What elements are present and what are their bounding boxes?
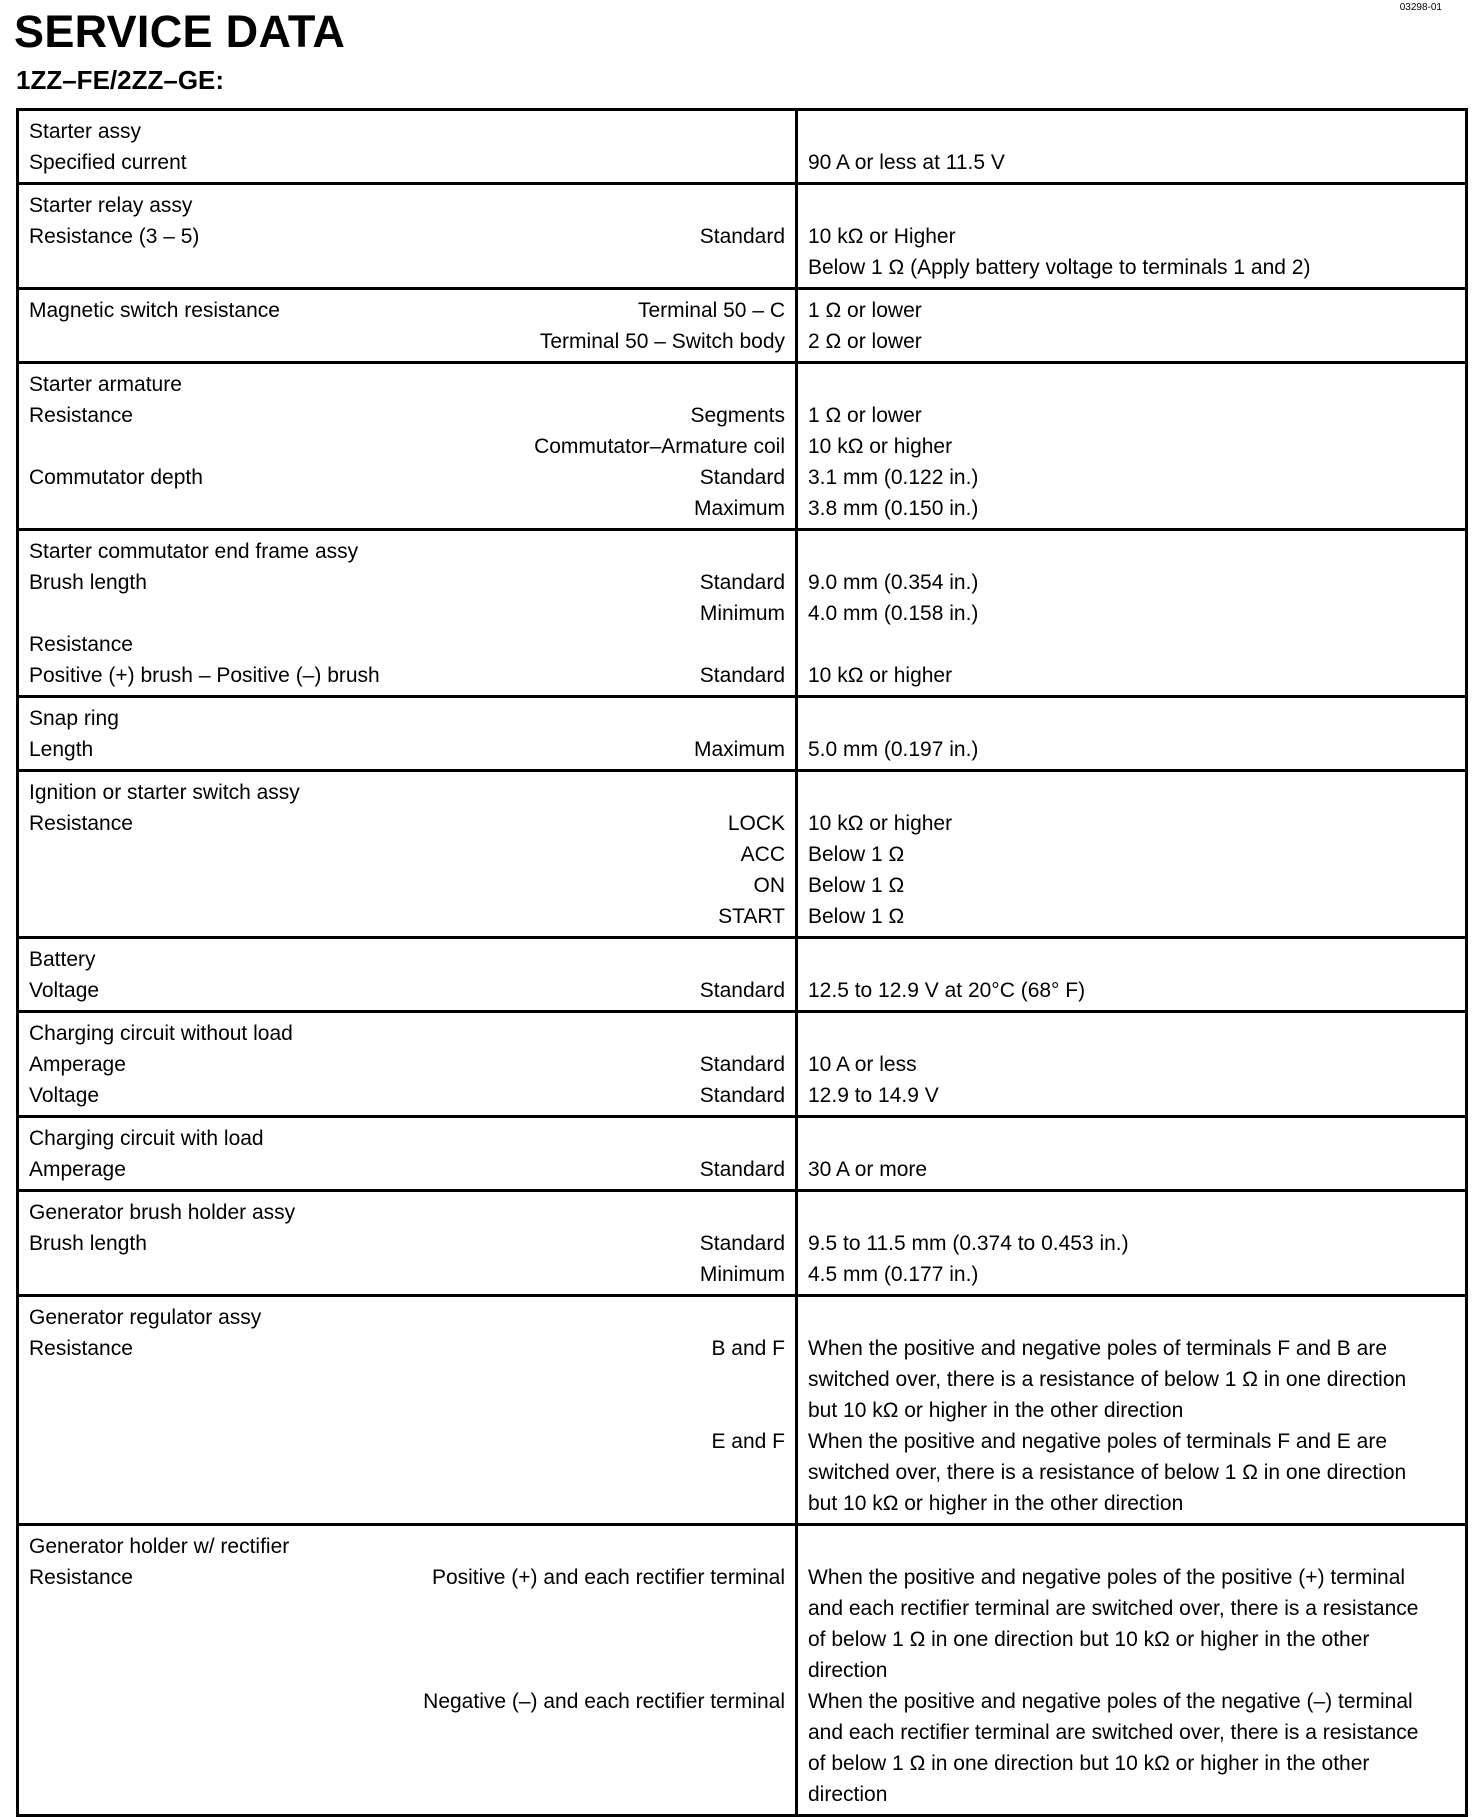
spec-item-line bbox=[29, 703, 785, 734]
spec-item-line bbox=[29, 1593, 785, 1624]
spec-value-cell bbox=[797, 771, 1467, 938]
spec-value-cell bbox=[797, 938, 1467, 1012]
spec-item-line bbox=[29, 1197, 785, 1228]
spec-item-line bbox=[29, 1779, 785, 1810]
spec-value: but 10 kΩ or higher in the other direction bbox=[808, 1492, 1184, 1515]
spec-item-label: Length bbox=[29, 738, 94, 761]
spec-section bbox=[18, 938, 1467, 1012]
spec-item-line bbox=[29, 295, 785, 326]
spec-section bbox=[18, 1296, 1467, 1525]
spec-item-line bbox=[29, 1562, 785, 1593]
spec-item-label: Amperage bbox=[29, 1158, 126, 1181]
spec-item-line bbox=[29, 431, 785, 462]
spec-value: direction bbox=[808, 1783, 888, 1806]
spec-item-label: Voltage bbox=[29, 1084, 100, 1107]
spec-value: 1 Ω or lower bbox=[808, 299, 922, 322]
spec-item-line bbox=[29, 147, 785, 178]
spec-value bbox=[808, 777, 1455, 808]
spec-item-label: Charging circuit without load bbox=[29, 1022, 293, 1045]
spec-condition: Minimum bbox=[699, 602, 785, 625]
spec-item-line bbox=[29, 1259, 785, 1290]
spec-condition: Negative (–) and each rectifier terminal bbox=[423, 1690, 785, 1713]
spec-value bbox=[808, 536, 1455, 567]
spec-condition: Maximum bbox=[693, 497, 785, 520]
spec-condition: Standard bbox=[699, 1232, 785, 1255]
engine-subtitle: 1ZZ–FE/2ZZ–GE: bbox=[16, 65, 225, 95]
spec-item-line bbox=[29, 221, 785, 252]
spec-value: 4.0 mm (0.158 in.) bbox=[808, 602, 979, 625]
spec-condition: ACC bbox=[740, 843, 785, 866]
spec-value: Below 1 Ω bbox=[808, 843, 905, 866]
spec-value: and each rectifier terminal are switched over, there is a resistance bbox=[808, 1721, 1419, 1744]
spec-section bbox=[18, 289, 1467, 363]
spec-item-cell bbox=[18, 530, 797, 697]
document-id: 03298-01 bbox=[1399, 2, 1442, 13]
spec-value bbox=[808, 1123, 1455, 1154]
spec-item-label: Resistance bbox=[29, 1337, 133, 1360]
spec-value: direction bbox=[808, 1659, 888, 1682]
service-data-body bbox=[18, 110, 1467, 1816]
spec-item-label: Brush length bbox=[29, 1232, 147, 1255]
spec-section bbox=[18, 184, 1467, 289]
spec-item-line bbox=[29, 629, 785, 660]
spec-item-line bbox=[29, 536, 785, 567]
spec-value: 10 A or less bbox=[808, 1053, 917, 1076]
spec-value: 10 kΩ or higher bbox=[808, 812, 953, 835]
spec-item-line bbox=[29, 1624, 785, 1655]
spec-condition: Segments bbox=[690, 404, 785, 427]
spec-value: 12.9 to 14.9 V bbox=[808, 1084, 939, 1107]
spec-value-cell bbox=[797, 184, 1467, 289]
spec-value: 12.5 to 12.9 V at 20°C (68° F) bbox=[808, 979, 1086, 1002]
spec-value: switched over, there is a resistance of below 1 Ω in one direction bbox=[808, 1461, 1407, 1484]
spec-item-label: Generator regulator assy bbox=[29, 1306, 262, 1329]
spec-value: Below 1 Ω (Apply battery voltage to terminals 1 and 2) bbox=[808, 256, 1311, 279]
spec-value: 30 A or more bbox=[808, 1158, 928, 1181]
spec-item-line bbox=[29, 1123, 785, 1154]
spec-value bbox=[808, 1197, 1455, 1228]
spec-item-line bbox=[29, 777, 785, 808]
spec-item-label: Positive (+) brush – Positive (–) brush bbox=[29, 664, 380, 687]
spec-value: When the positive and negative poles of terminals F and E are bbox=[808, 1430, 1387, 1453]
spec-condition: Standard bbox=[699, 979, 785, 1002]
spec-item-label: Resistance bbox=[29, 633, 133, 656]
spec-condition: E and F bbox=[711, 1430, 785, 1453]
page-title: SERVICE DATA bbox=[14, 6, 346, 57]
spec-item-line bbox=[29, 1686, 785, 1717]
spec-item-line bbox=[29, 1228, 785, 1259]
spec-value-cell bbox=[797, 697, 1467, 771]
spec-item-line bbox=[29, 369, 785, 400]
spec-value: switched over, there is a resistance of below 1 Ω in one direction bbox=[808, 1368, 1407, 1391]
spec-item-line bbox=[29, 462, 785, 493]
spec-item-cell bbox=[18, 1191, 797, 1296]
spec-item-line bbox=[29, 975, 785, 1006]
spec-item-cell bbox=[18, 363, 797, 530]
spec-section bbox=[18, 1525, 1467, 1816]
spec-item-line bbox=[29, 1426, 785, 1457]
spec-item-label: Generator holder w/ rectifier bbox=[29, 1535, 290, 1558]
spec-value-cell bbox=[797, 1525, 1467, 1816]
spec-condition: Standard bbox=[699, 225, 785, 248]
spec-item-label: Brush length bbox=[29, 571, 147, 594]
spec-item-cell bbox=[18, 1012, 797, 1117]
spec-item-cell bbox=[18, 1296, 797, 1525]
spec-item-cell bbox=[18, 184, 797, 289]
spec-item-line bbox=[29, 190, 785, 221]
spec-value: 3.8 mm (0.150 in.) bbox=[808, 497, 979, 520]
spec-item-cell bbox=[18, 771, 797, 938]
spec-value bbox=[808, 629, 1455, 660]
spec-item-label: Generator brush holder assy bbox=[29, 1201, 296, 1224]
spec-condition: B and F bbox=[711, 1337, 785, 1360]
spec-item-label: Ignition or starter switch assy bbox=[29, 781, 300, 804]
spec-item-line bbox=[29, 1049, 785, 1080]
spec-item-line bbox=[29, 1531, 785, 1562]
spec-value: and each rectifier terminal are switched over, there is a resistance bbox=[808, 1597, 1419, 1620]
spec-value: of below 1 Ω in one direction but 10 kΩ or higher in the other bbox=[808, 1628, 1370, 1651]
spec-item-label: Specified current bbox=[29, 151, 187, 174]
spec-value bbox=[808, 1531, 1455, 1562]
spec-item-label: Starter assy bbox=[29, 120, 142, 143]
spec-value: 10 kΩ or higher bbox=[808, 435, 953, 458]
spec-condition: Minimum bbox=[699, 1263, 785, 1286]
spec-item-line bbox=[29, 808, 785, 839]
spec-item-line bbox=[29, 567, 785, 598]
spec-item-label: Resistance (3 – 5) bbox=[29, 225, 200, 248]
spec-value: 1 Ω or lower bbox=[808, 404, 922, 427]
spec-value: When the positive and negative poles of the negative (–) terminal bbox=[808, 1690, 1413, 1713]
spec-item-line bbox=[29, 1154, 785, 1185]
spec-value bbox=[808, 369, 1455, 400]
spec-item-label: Commutator depth bbox=[29, 466, 203, 489]
spec-section bbox=[18, 530, 1467, 697]
spec-value bbox=[808, 703, 1455, 734]
spec-item-label: Amperage bbox=[29, 1053, 126, 1076]
spec-value: Below 1 Ω bbox=[808, 905, 905, 928]
spec-condition: ON bbox=[753, 874, 785, 897]
spec-item-line bbox=[29, 598, 785, 629]
spec-value: 2 Ω or lower bbox=[808, 330, 922, 353]
spec-item-line bbox=[29, 870, 785, 901]
spec-value-cell bbox=[797, 289, 1467, 363]
spec-item-cell bbox=[18, 110, 797, 184]
spec-condition: Terminal 50 – Switch body bbox=[539, 330, 785, 353]
spec-item-line bbox=[29, 1655, 785, 1686]
spec-item-line bbox=[29, 1018, 785, 1049]
spec-item-line bbox=[29, 1364, 785, 1395]
spec-condition: Standard bbox=[699, 466, 785, 489]
spec-section bbox=[18, 771, 1467, 938]
spec-condition: Commutator–Armature coil bbox=[534, 435, 785, 458]
spec-section bbox=[18, 1191, 1467, 1296]
spec-value: 9.5 to 11.5 mm (0.374 to 0.453 in.) bbox=[808, 1232, 1129, 1255]
spec-section bbox=[18, 1117, 1467, 1191]
spec-section bbox=[18, 110, 1467, 184]
spec-value-cell bbox=[797, 1012, 1467, 1117]
spec-value: When the positive and negative poles of terminals F and B are bbox=[808, 1337, 1387, 1360]
spec-value: 4.5 mm (0.177 in.) bbox=[808, 1263, 979, 1286]
spec-item-cell bbox=[18, 289, 797, 363]
spec-condition: START bbox=[718, 905, 785, 928]
spec-value: 10 kΩ or higher bbox=[808, 664, 953, 687]
spec-item-line bbox=[29, 1395, 785, 1426]
spec-value bbox=[808, 116, 1455, 147]
spec-value: 3.1 mm (0.122 in.) bbox=[808, 466, 979, 489]
service-data-table bbox=[16, 108, 1468, 1817]
spec-item-label: Voltage bbox=[29, 979, 100, 1002]
spec-condition: Standard bbox=[699, 571, 785, 594]
spec-value-cell bbox=[797, 1296, 1467, 1525]
spec-item-line bbox=[29, 1748, 785, 1779]
spec-condition: Standard bbox=[699, 1158, 785, 1181]
spec-item-line bbox=[29, 1333, 785, 1364]
spec-item-line bbox=[29, 493, 785, 524]
spec-value: but 10 kΩ or higher in the other direction bbox=[808, 1399, 1184, 1422]
spec-condition: Maximum bbox=[693, 738, 785, 761]
spec-value bbox=[808, 944, 1455, 975]
spec-value: When the positive and negative poles of the positive (+) terminal bbox=[808, 1566, 1406, 1589]
spec-item-line bbox=[29, 734, 785, 765]
spec-value: Below 1 Ω bbox=[808, 874, 905, 897]
spec-value: 90 A or less at 11.5 V bbox=[808, 151, 1005, 174]
spec-item-label: Starter commutator end frame assy bbox=[29, 540, 359, 563]
spec-condition: Standard bbox=[699, 1084, 785, 1107]
spec-item-label: Starter armature bbox=[29, 373, 182, 396]
spec-item-line bbox=[29, 1302, 785, 1333]
spec-value: 5.0 mm (0.197 in.) bbox=[808, 738, 979, 761]
spec-value: 10 kΩ or Higher bbox=[808, 225, 956, 248]
spec-item-cell bbox=[18, 1117, 797, 1191]
spec-item-line bbox=[29, 116, 785, 147]
spec-value: 9.0 mm (0.354 in.) bbox=[808, 571, 979, 594]
spec-section bbox=[18, 697, 1467, 771]
spec-condition: Terminal 50 – C bbox=[637, 299, 785, 322]
spec-value bbox=[808, 1018, 1455, 1049]
spec-item-line bbox=[29, 1717, 785, 1748]
spec-item-line bbox=[29, 326, 785, 357]
spec-item-line bbox=[29, 1488, 785, 1519]
spec-value-cell bbox=[797, 530, 1467, 697]
spec-condition: Standard bbox=[699, 664, 785, 687]
spec-item-label: Battery bbox=[29, 948, 96, 971]
spec-condition: LOCK bbox=[727, 812, 785, 835]
spec-section bbox=[18, 363, 1467, 530]
spec-value-cell bbox=[797, 1191, 1467, 1296]
spec-item-label: Magnetic switch resistance bbox=[29, 299, 280, 322]
spec-value bbox=[808, 1302, 1455, 1333]
spec-value-cell bbox=[797, 363, 1467, 530]
spec-value bbox=[808, 190, 1455, 221]
spec-condition: Standard bbox=[699, 1053, 785, 1076]
spec-item-label: Resistance bbox=[29, 812, 133, 835]
spec-item-label: Charging circuit with load bbox=[29, 1127, 264, 1150]
spec-item-line bbox=[29, 660, 785, 691]
spec-item-line bbox=[29, 400, 785, 431]
spec-item-label: Resistance bbox=[29, 404, 133, 427]
spec-item-cell bbox=[18, 938, 797, 1012]
spec-item-label: Resistance bbox=[29, 1566, 133, 1589]
spec-value: of below 1 Ω in one direction but 10 kΩ or higher in the other bbox=[808, 1752, 1370, 1775]
spec-condition: Positive (+) and each rectifier terminal bbox=[431, 1566, 785, 1589]
spec-value-cell bbox=[797, 110, 1467, 184]
spec-item-line bbox=[29, 1457, 785, 1488]
spec-item-label: Starter relay assy bbox=[29, 194, 193, 217]
spec-item-label: Snap ring bbox=[29, 707, 119, 730]
spec-item-cell bbox=[18, 1525, 797, 1816]
spec-item-line bbox=[29, 1080, 785, 1111]
spec-item-line bbox=[29, 839, 785, 870]
spec-item-line bbox=[29, 901, 785, 932]
spec-section bbox=[18, 1012, 1467, 1117]
spec-item-cell bbox=[18, 697, 797, 771]
spec-value-cell bbox=[797, 1117, 1467, 1191]
spec-item-line bbox=[29, 944, 785, 975]
